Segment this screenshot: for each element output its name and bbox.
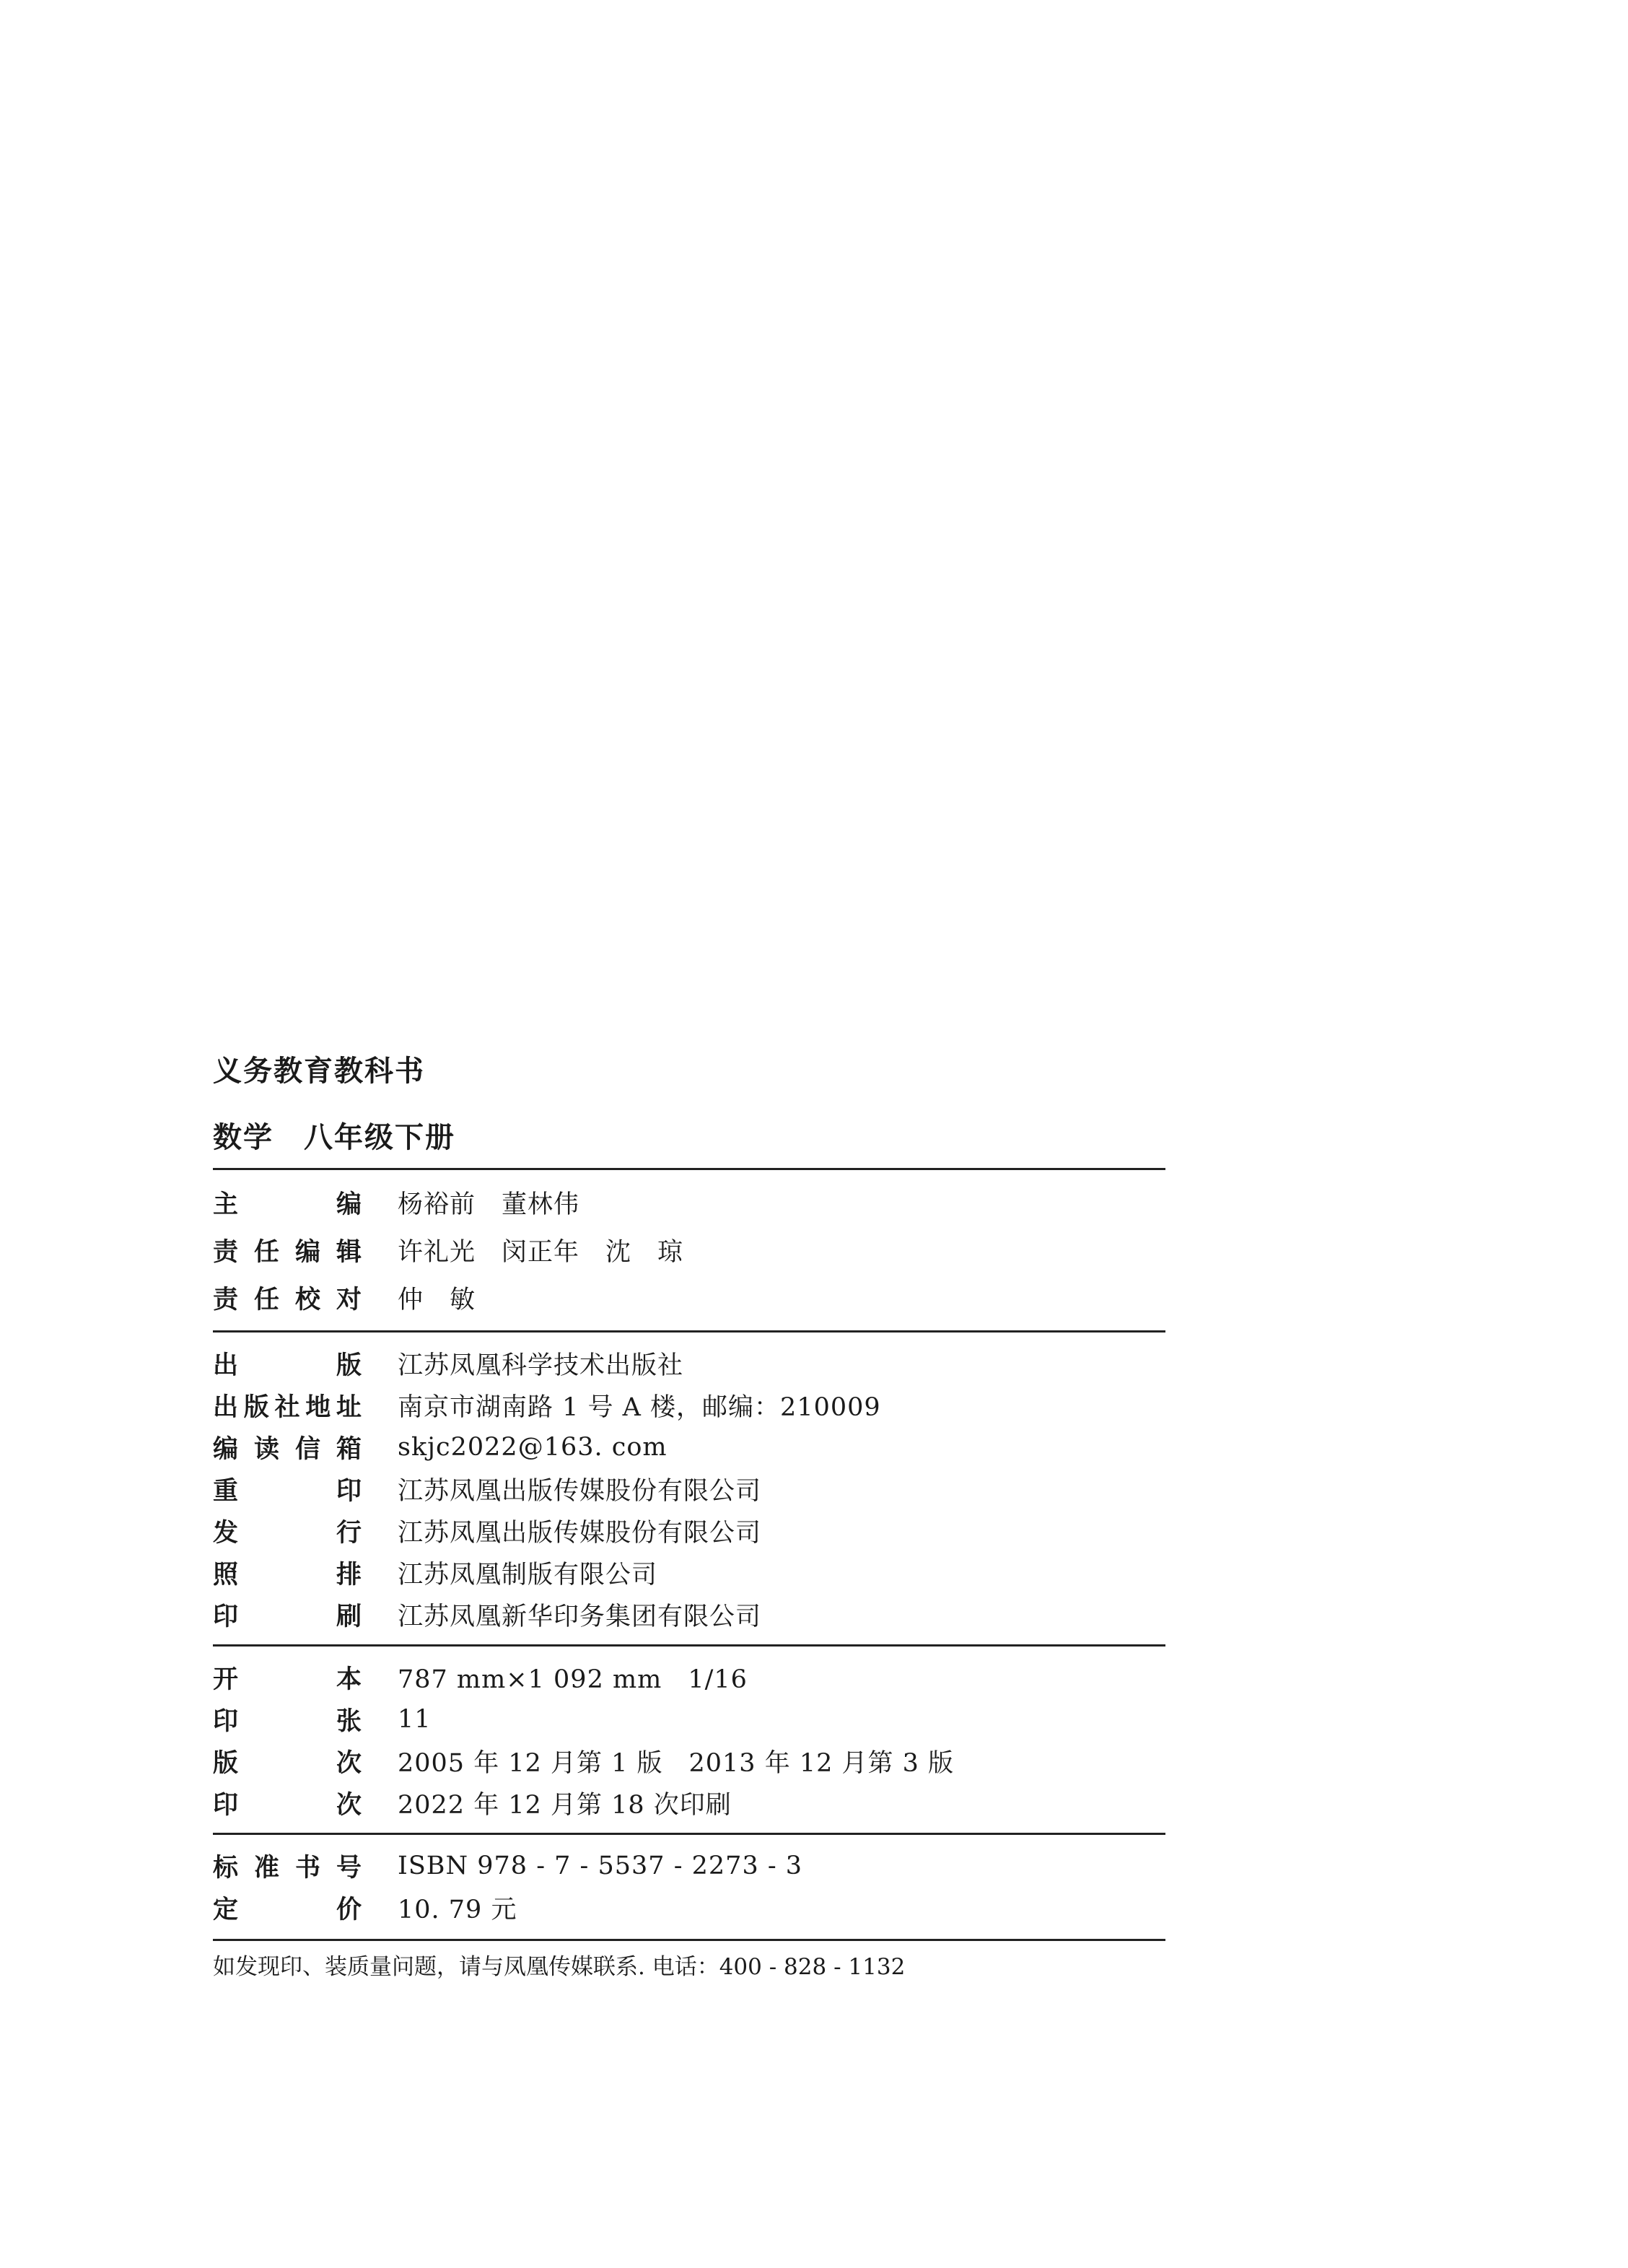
field-label-char: 排 [336,1561,362,1589]
field-label-char: 责 [213,1238,239,1267]
field-label-char: 址 [336,1393,362,1422]
field-value: 江苏凤凰科学技术出版社 [398,1351,684,1380]
series-title: 义务教育教科书 [213,1055,425,1088]
field-label-char: 张 [336,1707,362,1736]
field-label-char: 编 [336,1190,362,1219]
info-row [213,1782,1165,1824]
field-label [213,1743,398,1779]
field-label [213,1555,398,1591]
field-label-char: 对 [336,1286,362,1314]
field-label-char: 责 [213,1286,239,1314]
publishing-section [213,1333,1165,1644]
field-value: 787 mm×1 092 mm 1/16 [398,1665,748,1694]
info-row [213,1887,1165,1929]
info-row [213,1468,1165,1510]
field-label-char: 任 [253,1286,279,1314]
field-label-char: 照 [213,1561,239,1589]
field-label-char: 书 [294,1854,320,1883]
info-row [213,1740,1165,1782]
field-label-char: 次 [336,1749,362,1778]
field-label-char: 本 [336,1665,362,1694]
divider [213,1939,1165,1941]
field-label-char: 出 [213,1351,239,1380]
field-label [213,1597,398,1633]
colophon [213,1054,1165,1981]
info-row [213,1274,1165,1322]
field-label [213,1513,398,1549]
field-label-char: 信 [294,1435,320,1464]
info-row [213,1845,1165,1887]
field-value: 11 [398,1705,432,1734]
field-label [213,1345,398,1382]
field-label-char: 版 [213,1749,239,1778]
field-label [213,1471,398,1507]
info-row [213,1552,1165,1594]
field-value: 2005 年 12 月第 1 版 2013 年 12 月第 3 版 [398,1749,955,1778]
info-row [213,1343,1165,1384]
field-value: 江苏凤凰制版有限公司 [398,1561,658,1589]
specs-section [213,1647,1165,1833]
field-value: 许礼光 闵正年 沈 琼 [398,1238,684,1267]
field-label-char: 印 [336,1477,362,1506]
field-value: 杨裕前 董林伟 [398,1190,580,1219]
info-row [213,1657,1165,1698]
field-label-char: 箱 [336,1435,362,1464]
isbn-price-section [213,1835,1165,1939]
field-label-char: 价 [336,1896,362,1924]
field-label-char: 标 [213,1854,239,1883]
field-label [213,1848,398,1884]
quality-contact-note: 如发现印、装质量问题，请与凤凰传媒联系. 电话：400 - 828 - 1132 [213,1954,906,1980]
field-value: 江苏凤凰出版传媒股份有限公司 [398,1477,762,1506]
field-value: 江苏凤凰出版传媒股份有限公司 [398,1519,762,1548]
field-label-char: 辑 [336,1238,362,1267]
field-label [213,1232,398,1268]
field-label-char: 行 [336,1519,362,1548]
field-label-char: 印 [213,1602,239,1631]
field-label-char: 版 [336,1351,362,1380]
field-label-char: 任 [253,1238,279,1267]
field-value: ISBN 978 - 7 - 5537 - 2273 - 3 [398,1852,803,1880]
field-label-char: 发 [213,1519,239,1548]
info-row [213,1179,1165,1226]
field-value: 10. 79 元 [398,1896,517,1924]
field-label-char: 版 [243,1393,269,1422]
info-row [213,1594,1165,1636]
field-label-char: 号 [336,1854,362,1883]
field-label [213,1659,398,1696]
field-label-char: 准 [253,1854,279,1883]
field-label-char: 印 [213,1707,239,1736]
field-label [213,1701,398,1737]
field-label-char: 次 [336,1791,362,1820]
field-label-char: 社 [274,1393,300,1422]
info-row [213,1384,1165,1426]
field-value: 南京市湖南路 1 号 A 楼，邮编：210009 [398,1393,881,1422]
field-value: 2022 年 12 月第 18 次印刷 [398,1791,732,1820]
field-label [213,1785,398,1821]
field-label-char: 地 [305,1393,331,1422]
field-label [213,1280,398,1316]
field-label [213,1890,398,1926]
field-label-char: 印 [213,1791,239,1820]
field-label-char: 编 [294,1238,320,1267]
field-value: 江苏凤凰新华印务集团有限公司 [398,1602,762,1631]
info-row [213,1226,1165,1274]
info-row [213,1510,1165,1552]
field-label-char: 出 [213,1393,239,1422]
info-row [213,1426,1165,1468]
field-label [213,1387,398,1423]
field-label-char: 主 [213,1190,239,1219]
credits-section [213,1170,1165,1330]
field-label-char: 定 [213,1896,239,1924]
field-value: 仲 敏 [398,1286,476,1314]
field-label-char: 读 [253,1435,279,1464]
field-label-char: 刷 [336,1602,362,1631]
field-label-char: 重 [213,1477,239,1506]
field-value: skjc2022@163. com [398,1433,668,1462]
field-label-char: 开 [213,1665,239,1694]
field-label [213,1429,398,1465]
info-row [213,1698,1165,1740]
field-label-char: 编 [213,1435,239,1464]
book-title: 数学 八年级下册 [213,1121,455,1154]
field-label-char: 校 [294,1286,320,1314]
field-label [213,1185,398,1221]
